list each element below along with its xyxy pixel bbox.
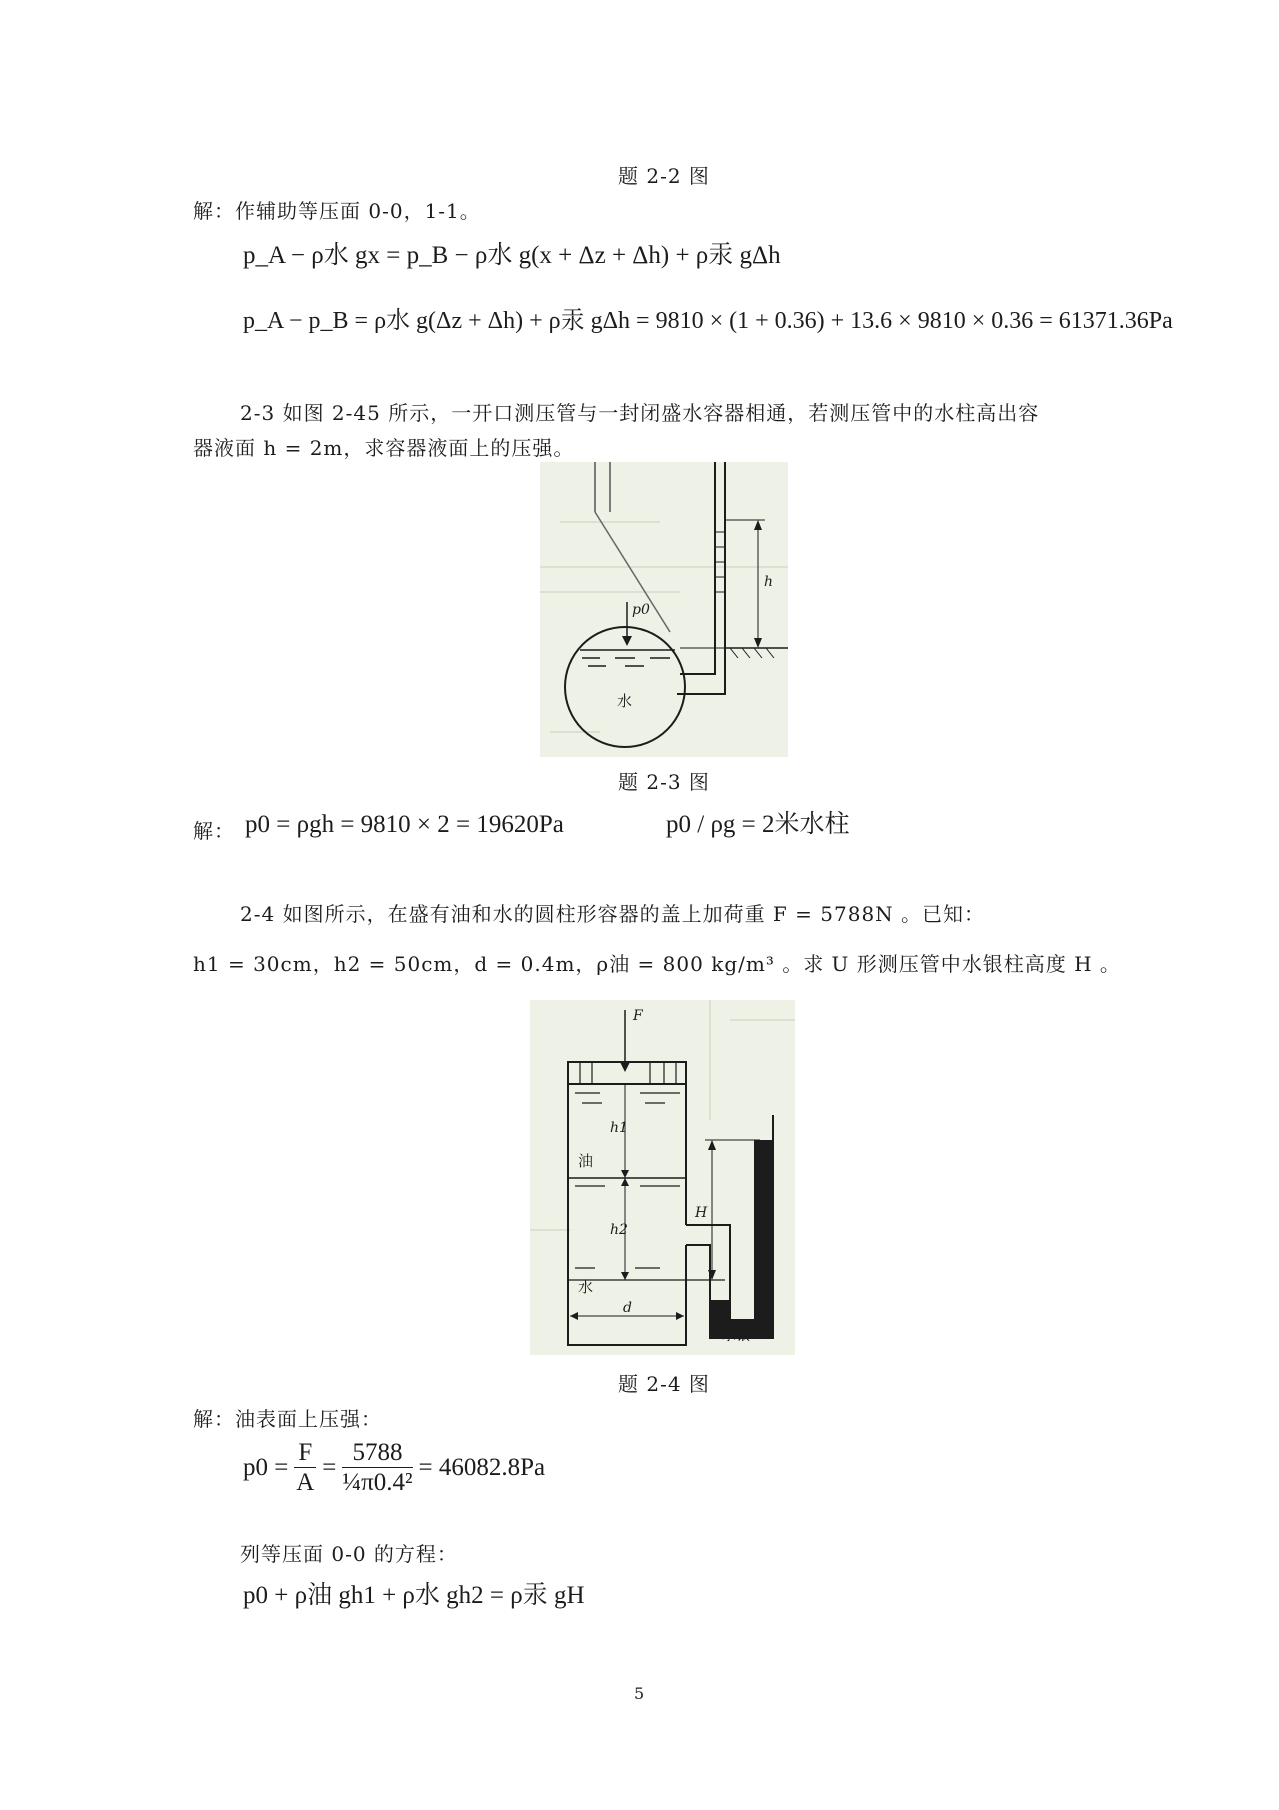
figure-2-3-drawing: [540, 462, 788, 757]
equal-surface-line: 列等压面 0-0 的方程：: [240, 1542, 458, 1566]
problem-2-4-line1: 2-4 如图所示，在盛有油和水的圆柱形容器的盖上加荷重 F = 5788N 。已知：: [240, 902, 986, 926]
figure-2-4-label-mercury: 水银: [722, 1328, 750, 1344]
solution-2-2-label: 解：作辅助等压面 0-0，1-1。: [193, 199, 481, 223]
figure-2-4-label-H: H: [695, 1205, 708, 1221]
equation-2-2-a: p_A − ρ水 gx = p_B − ρ水 g(x + Δz + Δh) + ρ汞 gΔh: [243, 242, 781, 269]
figure-2-3-label-p0: p0: [632, 602, 650, 618]
figure-2-4-label-h1: h1: [610, 1120, 628, 1136]
figure-2-3-label-h: h: [764, 574, 774, 590]
equation-2-4-p0-left: p0 =: [243, 1454, 289, 1481]
solution-2-3-prefix: 解：: [193, 819, 235, 843]
problem-2-4-line2: h1 = 30cm，h2 = 50cm，d = 0.4m，ρ油 = 800 kg/m³ 。求 U 形测压管中水银柱高度 H 。: [193, 952, 1121, 976]
figure-caption-2-4: 题 2-4 图: [618, 1372, 710, 1396]
solution-2-4-label: 解：油表面上压强：: [193, 1407, 382, 1431]
page-number: 5: [634, 1684, 645, 1703]
fraction-5788: [342, 1440, 412, 1495]
equation-2-2-b: p_A − p_B = ρ水 g(Δz + Δh) + ρ汞 gΔh = 9810 × (1 + 0.36) + 13.6 × 9810 × 0.36 = 61371.36Pa: [243, 308, 1173, 334]
figure-caption-2-3: 题 2-3 图: [618, 770, 710, 794]
figure-2-4-label-h2: h2: [610, 1222, 628, 1238]
fraction-denominator-A: A: [296, 1469, 315, 1496]
problem-2-3-line2: 器液面 h = 2m，求容器液面上的压强。: [193, 436, 575, 460]
figure-2-3: [540, 462, 788, 757]
figure-2-4-label-water: 水: [578, 1278, 594, 1296]
equation-2-3-a: p0 = ρgh = 9810 × 2 = 19620Pa: [245, 811, 564, 838]
problem-2-3-line1: 2-3 如图 2-45 所示，一开口测压管与一封闭盛水容器相通，若测压管中的水柱高出容: [240, 401, 1040, 425]
figure-2-4-label-oil: 油: [578, 1152, 594, 1170]
fraction-numerator-F: F: [294, 1440, 316, 1468]
equation-2-3-b: p0 / ρg = 2米水柱: [666, 811, 850, 838]
figure-2-3-label-water: 水: [617, 692, 633, 710]
fraction-denominator-area: ¼π0.4²: [342, 1469, 413, 1496]
fraction-F-over-A: [294, 1440, 316, 1495]
equation-2-4-p0: p0 = $\frac{F}{A}$ = $\frac{5788}{\text{¼π0.4²}}$ = 46082.8Pa: [243, 1439, 546, 1496]
equation-2-4-result: = 46082.8Pa: [418, 1454, 546, 1481]
equation-2-4-final: p0 + ρ油 gh1 + ρ水 gh2 = ρ汞 gH: [243, 1582, 585, 1609]
figure-2-4-drawing: [530, 1000, 795, 1355]
figure-2-4-label-d: d: [623, 1300, 632, 1316]
figure-2-4-mercury: [710, 1140, 773, 1338]
figure-caption-2-2: 题 2-2 图: [618, 164, 710, 188]
figure-2-4-label-F: F: [633, 1008, 643, 1024]
figure-2-4: [530, 1000, 795, 1355]
fraction-numerator-5788: 5788: [342, 1440, 412, 1468]
